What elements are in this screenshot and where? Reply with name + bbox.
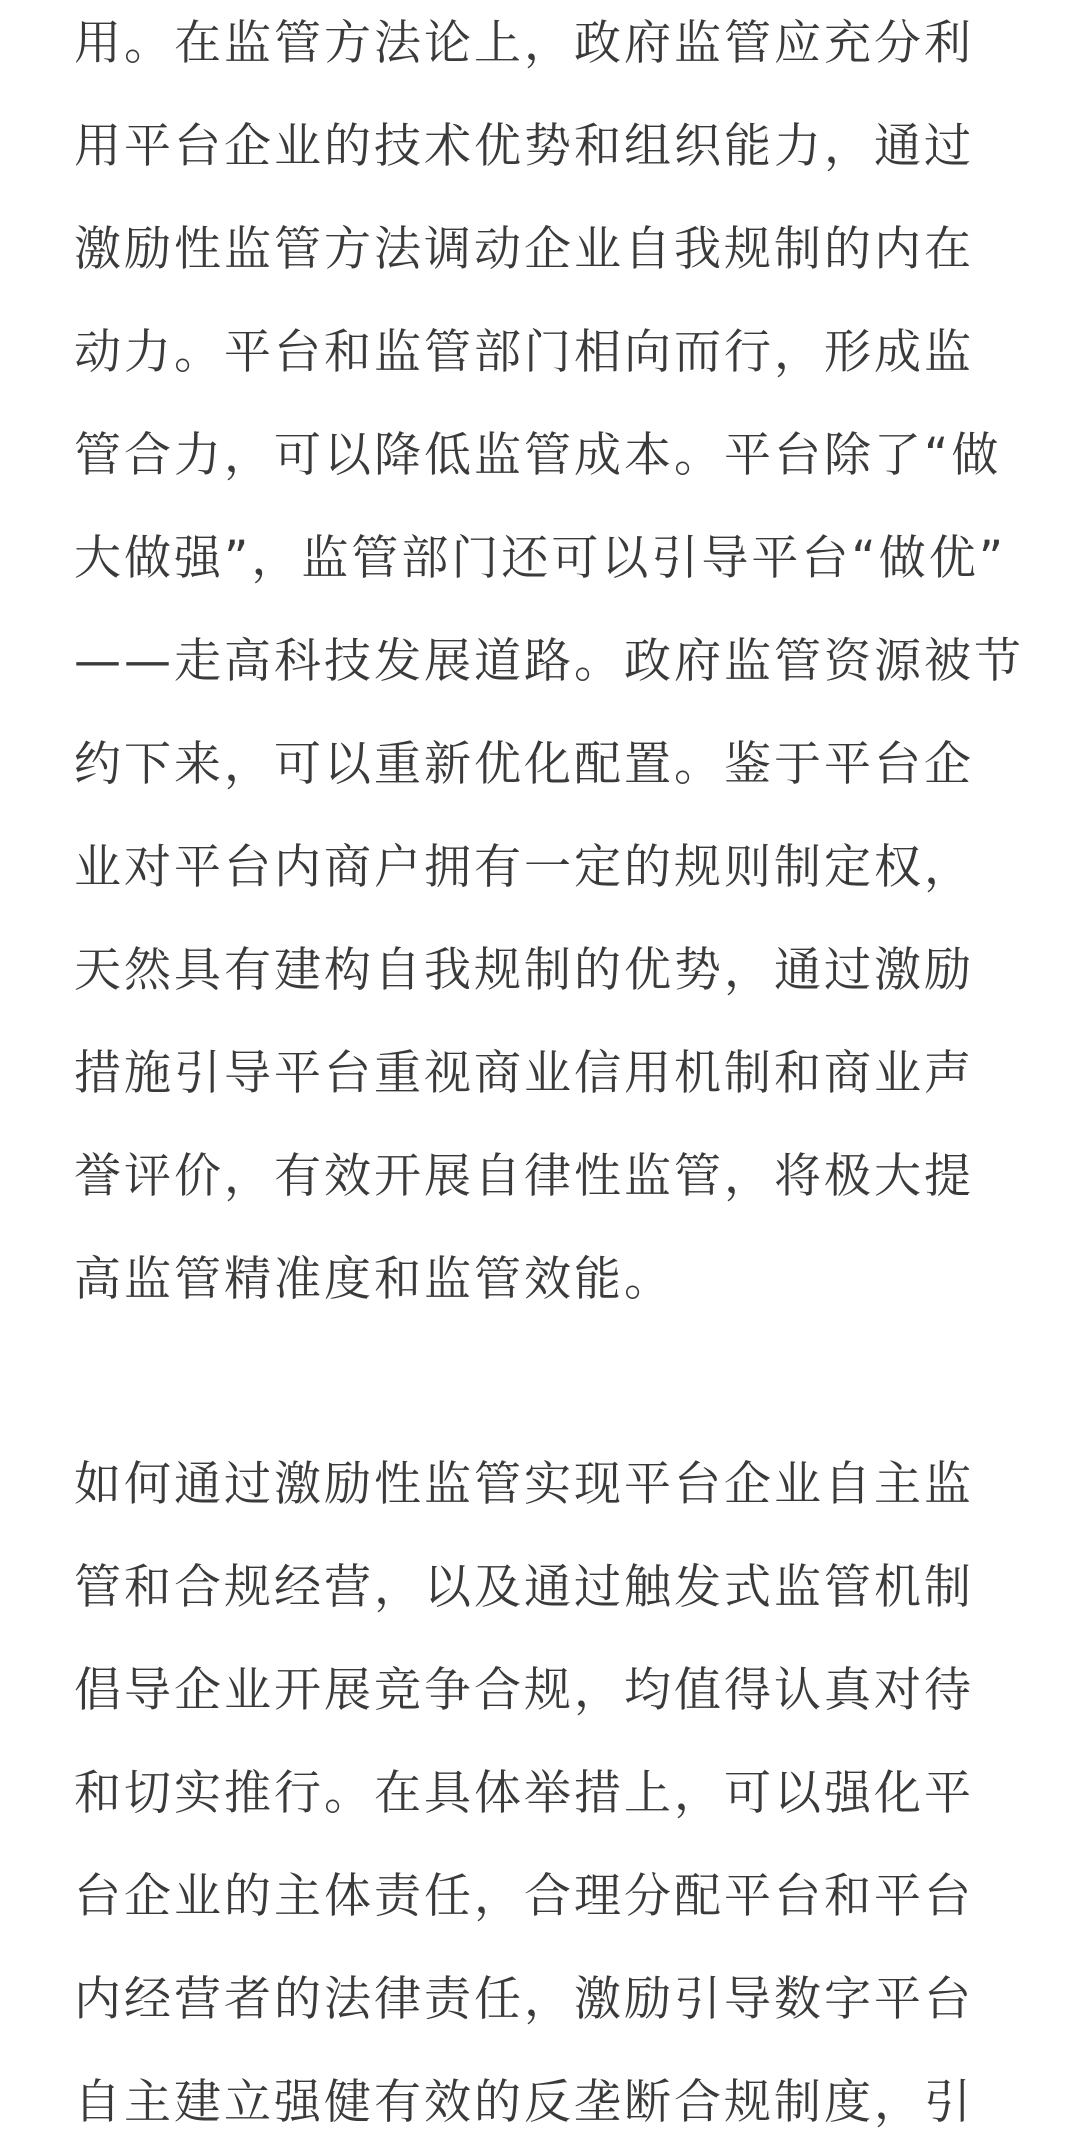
paragraph-1 xyxy=(74,0,1024,1331)
text-line: 内经营者的法律责任，激励引导数字平台 xyxy=(74,1972,974,2027)
text-line: 措施引导平台重视商业信用机制和商业声 xyxy=(74,1046,974,1101)
text-line: 约下来，可以重新优化配置。鉴于平台企 xyxy=(74,737,974,792)
text-line: 天然具有建构自我规制的优势，通过激励 xyxy=(74,943,974,998)
text-line: 管和合规经营，以及通过触发式监管机制 xyxy=(74,1560,974,1615)
text-line: 管合力，可以降低监管成本。平台除了“做 xyxy=(74,428,1002,483)
text-line: 动力。平台和监管部门相向而行，形成监 xyxy=(74,325,974,380)
text-line: 用平台企业的技术优势和组织能力，通过 xyxy=(74,119,974,174)
text-line: 誉评价，有效开展自律性监管，将极大提 xyxy=(74,1149,974,1204)
article-body xyxy=(74,0,1024,2154)
paragraph-2 xyxy=(74,1433,1014,2154)
paragraph-spacer xyxy=(74,1331,1014,1433)
text-line: 倡导企业开展竞争合规，均值得认真对待 xyxy=(74,1663,974,1718)
text-line: 大做强”，监管部门还可以引导平台“做优” xyxy=(74,531,1007,586)
text-line: 台企业的主体责任，合理分配平台和平台 xyxy=(74,1869,974,1924)
text-line: 如何通过激励性监管实现平台企业自主监 xyxy=(74,1457,974,1512)
text-line: 和切实推行。在具体举措上，可以强化平 xyxy=(74,1766,974,1821)
text-line: 用。在监管方法论上，政府监管应充分利 xyxy=(74,16,974,71)
text-line: 业对平台内商户拥有一定的规则制定权， xyxy=(74,840,974,895)
text-line: ——走高科技发展道路。政府监管资源被节 xyxy=(74,634,1024,689)
text-line: 高监管精准度和监管效能。 xyxy=(74,1252,674,1307)
text-line: 激励性监管方法调动企业自我规制的内在 xyxy=(74,222,974,277)
text-line: 自主建立强健有效的反垄断合规制度，引 xyxy=(74,2075,974,2130)
